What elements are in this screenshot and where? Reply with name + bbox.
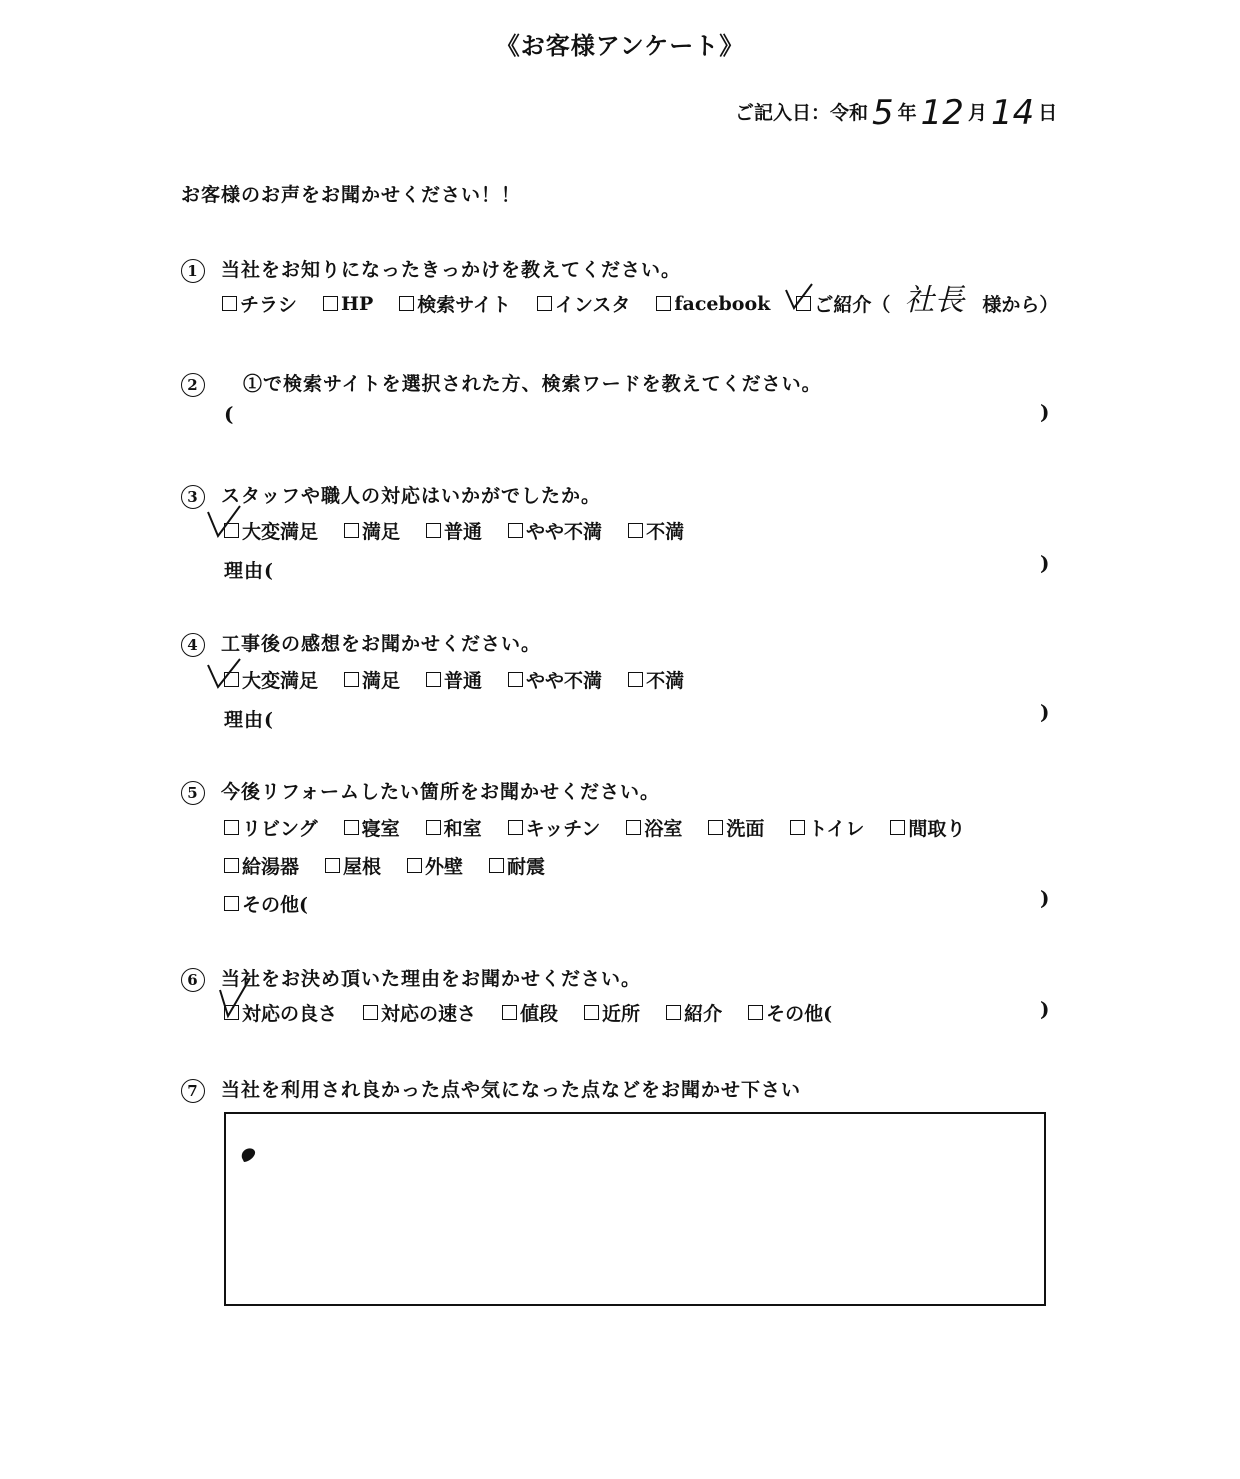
checkbox[interactable] (628, 672, 643, 687)
checkbox[interactable] (426, 523, 441, 538)
q1-option-hp[interactable] (323, 290, 373, 317)
q6-option-referral[interactable] (666, 999, 722, 1026)
option-label: リビング (242, 818, 318, 840)
option-label: 和室 (443, 818, 482, 840)
checkbox[interactable] (399, 296, 414, 311)
checkbox[interactable] (224, 820, 239, 835)
question-text: 当社をお決め頂いた理由をお聞かせください。 (221, 968, 642, 990)
q1-options (222, 283, 1059, 318)
q1-option-search[interactable] (399, 290, 511, 317)
question-number: 1 (181, 259, 205, 283)
option-label: 寝室 (361, 818, 400, 840)
question-text: ①で検索サイトを選択された方、検索ワードを教えてください。 (243, 373, 822, 395)
option-label: 洗面 (726, 818, 765, 840)
checkbox[interactable] (224, 858, 239, 873)
checkmark-icon (784, 282, 814, 314)
option-label: 外壁 (425, 856, 464, 878)
q6-option-price[interactable] (502, 999, 558, 1026)
option-label: その他( (766, 1003, 833, 1025)
checkbox[interactable] (489, 858, 504, 873)
option-label: 大変満足 (242, 670, 319, 692)
q3-option-dissatisfied[interactable] (628, 517, 684, 544)
q5-option-toilet[interactable] (790, 814, 864, 841)
checkbox[interactable] (537, 296, 552, 311)
q6-option-other[interactable] (748, 999, 832, 1026)
question-number: 4 (181, 633, 205, 657)
question-text: 今後リフォームしたい箇所をお聞かせください。 (221, 781, 661, 803)
checkbox[interactable] (224, 896, 239, 911)
q4-option-slightly-dissatisfied[interactable] (508, 666, 602, 693)
option-label: 対応の良さ (242, 1003, 338, 1025)
q4-reason-field[interactable] (280, 701, 1030, 731)
question-text: スタッフや職人の対応はいかがでしたか。 (221, 485, 602, 507)
checkbox[interactable] (222, 296, 237, 311)
option-label: 値段 (520, 1003, 559, 1025)
q3-option-satisfied[interactable] (344, 517, 400, 544)
question-5 (181, 777, 660, 805)
option-label: 満足 (362, 670, 401, 692)
q5-option-bedroom[interactable] (344, 814, 400, 841)
option-label: 大変満足 (242, 521, 319, 543)
date-year: 5 (872, 93, 894, 133)
year-unit: 年 (897, 102, 917, 124)
q5-option-washroom[interactable] (708, 814, 764, 841)
checkbox[interactable] (502, 1005, 517, 1020)
option-label: 検索サイト (417, 294, 511, 316)
question-text: 工事後の感想をお聞かせください。 (221, 633, 542, 655)
month-unit: 月 (967, 102, 987, 124)
checkbox[interactable] (708, 820, 723, 835)
option-label: 不満 (646, 670, 685, 692)
q3-reason-label: 理由( (224, 560, 274, 582)
q4-close-paren: ) (1040, 700, 1050, 724)
question-number: 3 (181, 485, 205, 509)
date-label: ご記入日：令和 (735, 102, 869, 124)
q7-answer-box[interactable] (224, 1112, 1046, 1306)
ink-mark-icon (238, 1144, 260, 1166)
checkbox[interactable] (344, 820, 359, 835)
checkbox[interactable] (626, 820, 641, 835)
checkmark-icon (206, 504, 244, 540)
question-number: 5 (181, 781, 205, 805)
checkbox[interactable] (407, 858, 422, 873)
checkbox[interactable] (656, 296, 671, 311)
q4-option-normal[interactable] (426, 666, 482, 693)
question-number: 2 (181, 373, 205, 397)
q1-option-facebook[interactable] (656, 290, 770, 317)
checkbox[interactable] (344, 672, 359, 687)
question-4 (181, 629, 541, 657)
question-7 (181, 1075, 801, 1103)
q5-other[interactable] (224, 890, 334, 917)
checkbox[interactable] (363, 1005, 378, 1020)
option-label: トイレ (808, 818, 865, 840)
referral-handwritten: 社長 (904, 283, 965, 318)
checkbox[interactable] (426, 672, 441, 687)
checkbox[interactable] (508, 820, 523, 835)
q5-option-layout[interactable] (890, 814, 965, 841)
option-label: チラシ (240, 294, 298, 316)
option-label: 近所 (602, 1003, 641, 1025)
q2-close-paren: ) (1040, 400, 1050, 424)
q6-options (224, 999, 858, 1026)
checkbox[interactable] (748, 1005, 763, 1020)
q4-option-satisfied[interactable] (344, 666, 400, 693)
q5-options-row1 (224, 814, 991, 841)
q5-option-japanese-room[interactable] (426, 814, 482, 841)
checkbox[interactable] (584, 1005, 599, 1020)
option-label: 耐震 (507, 856, 546, 878)
q5-option-water-heater[interactable] (224, 852, 299, 879)
q6-option-nearby[interactable] (584, 999, 640, 1026)
checkbox[interactable] (890, 820, 905, 835)
option-label: 不満 (646, 521, 685, 543)
q5-option-kitchen[interactable] (508, 814, 601, 841)
option-label: やや不満 (526, 670, 603, 692)
checkbox[interactable] (323, 296, 338, 311)
q5-option-exterior-wall[interactable] (407, 852, 463, 879)
q2-open-paren: ( (224, 402, 234, 426)
checkbox[interactable] (508, 672, 523, 687)
option-label: 普通 (444, 521, 483, 543)
q5-option-other[interactable] (224, 890, 308, 917)
checkbox[interactable] (628, 523, 643, 538)
q4-reason-label: 理由( (224, 709, 274, 731)
option-label: 給湯器 (242, 856, 300, 878)
q3-reason-field[interactable] (280, 552, 1030, 582)
option-label: HP (341, 292, 374, 315)
option-label: ご紹介（ (814, 294, 891, 316)
intro-text: お客様のお声をお聞かせください！！ (181, 184, 522, 206)
q1-option-instagram[interactable] (537, 290, 630, 317)
q5-options-row2 (224, 852, 571, 879)
option-label: 屋根 (343, 856, 382, 878)
day-unit: 日 (1038, 102, 1058, 124)
checkbox[interactable] (344, 523, 359, 538)
question-text: 当社をお知りになったきっかけを教えてください。 (221, 259, 682, 281)
q6-option-fast-service[interactable] (363, 999, 476, 1026)
option-label: 対応の速さ (381, 1003, 477, 1025)
option-label: その他( (242, 894, 308, 916)
checkmark-icon (206, 657, 244, 691)
question-2 (181, 369, 822, 397)
question-number: 7 (181, 1079, 205, 1103)
q3-options (224, 517, 710, 544)
q6-close-paren: ) (1040, 997, 1050, 1021)
checkbox[interactable] (666, 1005, 681, 1020)
q5-option-bathroom[interactable] (626, 814, 682, 841)
checkbox[interactable] (790, 820, 805, 835)
option-label: facebook (674, 292, 771, 315)
question-number: 6 (181, 968, 205, 992)
q2-search-word-field[interactable] (240, 398, 1030, 428)
q4-option-dissatisfied[interactable] (628, 666, 684, 693)
option-label: 紹介 (684, 1003, 723, 1025)
option-label: 浴室 (644, 818, 683, 840)
option-label: 間取り (908, 818, 966, 840)
entry-date (735, 93, 1058, 133)
date-day: 14 (990, 93, 1035, 133)
option-label: やや不満 (526, 521, 603, 543)
question-text: 当社を利用され良かった点や気になった点などをお聞かせ下さい (221, 1079, 802, 1101)
q5-option-living[interactable] (224, 814, 318, 841)
question-1 (181, 255, 681, 283)
checkbox[interactable] (508, 523, 523, 538)
page-title: 《お客様アンケート》 (495, 31, 745, 60)
date-month: 12 (920, 93, 964, 133)
checkbox[interactable] (426, 820, 441, 835)
option-label: キッチン (525, 818, 601, 840)
q5-option-roof[interactable] (325, 852, 381, 879)
q4-options (224, 666, 710, 693)
q1-option-flyer[interactable] (222, 290, 297, 317)
q5-option-seismic[interactable] (489, 852, 545, 879)
option-label: インスタ (554, 294, 631, 316)
checkbox[interactable] (325, 858, 340, 873)
q5-close-paren: ) (1040, 886, 1050, 910)
q3-close-paren: ) (1040, 551, 1050, 575)
q3-option-slightly-dissatisfied[interactable] (508, 517, 602, 544)
q3-option-normal[interactable] (426, 517, 482, 544)
option-label: 普通 (444, 670, 483, 692)
referral-suffix: 様から） (982, 294, 1059, 316)
checkmark-icon (218, 976, 254, 1020)
option-label: 満足 (362, 521, 401, 543)
question-3 (181, 481, 601, 509)
